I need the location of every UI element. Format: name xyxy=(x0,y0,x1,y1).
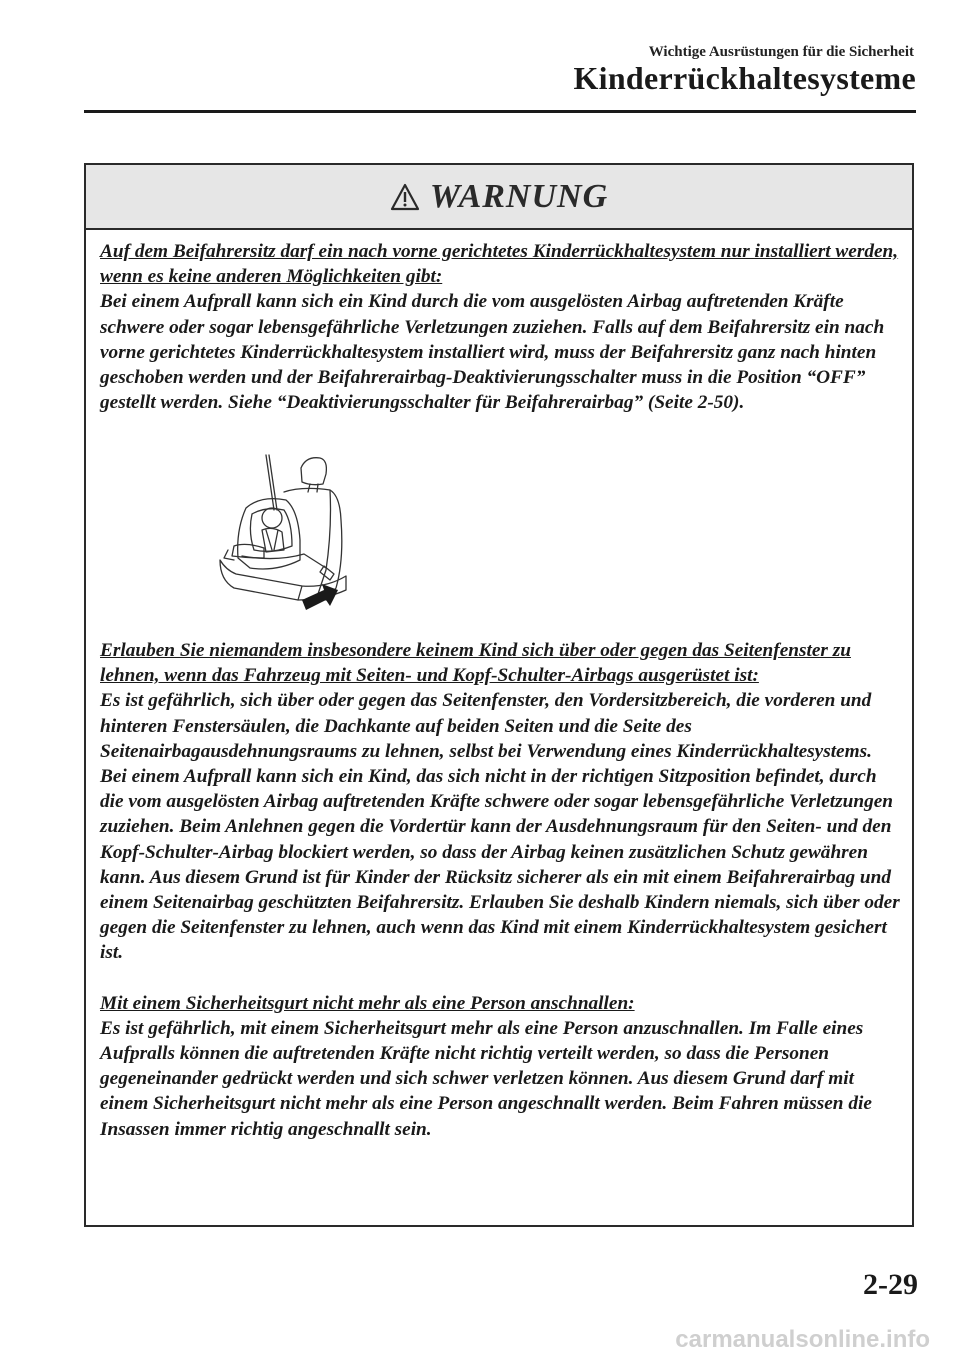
block3-heading: Mit einem Sicherheitsgurt nicht mehr als eine Person anschnallen: xyxy=(100,992,635,1014)
page-title: Kinderrückhaltesysteme xyxy=(573,60,916,96)
page-number: 2-29 xyxy=(863,1268,918,1301)
block3-text: Es ist gefährlich, mit einem Sicherheitsgurt mehr als eine Person anzuschnallen. Im Falle eines Aufpralls können die auftretenden Kräfte nicht richtig verteilt werden, so dass die Personen gegeneinander gedrückt werden und sich schwer verletzen können. Aus diesem Grund darf mit einem Sicherheitsgurt nicht mehr als eine Person angeschnallt werden. Beim Fahren müssen die Insassen immer richtig angeschnallt sein. xyxy=(100,1017,872,1140)
warning-triangle-icon xyxy=(390,183,420,211)
warning-blocks-2-3 xyxy=(100,638,900,1142)
child-seat-illustration xyxy=(206,450,431,625)
warning-title: WARNUNG xyxy=(429,177,609,215)
block1-heading: Auf dem Beifahrersitz darf ein nach vorne gerichtetes Kinderrückhaltesystem nur installiert werden, wenn es keine anderen Möglichkeiten gibt: xyxy=(100,241,899,288)
warning-block-1 xyxy=(100,239,900,415)
block2-heading: Erlauben Sie niemandem insbesondere keinem Kind sich über oder gegen das Seitenfenster zu lehnen, wenn das Fahrzeug mit Seiten- und Kopf-Schulter-Airbags ausgerüstet ist: xyxy=(100,640,851,687)
footer-watermark: carmanualsonline.info xyxy=(675,1326,930,1353)
warning-header xyxy=(86,165,912,230)
block2-text: Es ist gefährlich, sich über oder gegen das Seitenfenster, den Vordersitzbereich, die vorderen und hinteren Fenstersäulen, die Dachkante auf beiden Seiten und die Seite des Seitenairbagausdehnungsraums zu lehnen, selbst bei Verwendung eines Kinderrückhaltesystems. Bei einem Aufprall kann sich ein Kind, das sich nicht in der richtigen Sitzposition befindet, durch die vom ausgelösten Airbag auftretenden Kräfte schwere oder sogar lebensgefährliche Verletzungen zuziehen. Beim Anlehnen gegen die Vordertür kann der Ausdehnungsraum für den Seiten- und den Kopf-Schulter-Airbag blockiert werden, so dass der Airbag keinen zusätzlichen Schutz gewähren kann. Aus diesem Grund ist für Kinder der Rücksitz sicherer als ein mit einem Beifahrerairbag und einem Seitenairbag geschützten Beifahrersitz. Erlauben Sie deshalb Kindern niemals, sich über oder gegen die Seitenfenster zu lehnen, auch wenn das Kind mit einem Kinderrückhaltesystem gesichert ist. xyxy=(100,690,900,964)
header-divider xyxy=(84,110,916,113)
block1-text: Bei einem Aufprall kann sich ein Kind durch die vom ausgelösten Airbag auftretenden Kräfte schwere oder sogar lebensgefährliche Verletzungen zuziehen. Falls auf dem Beifahrersitz ein nach vorne gerichtetes Kinderrückhaltesystem installiert wird, muss der Beifahrersitz ganz nach hinten geschoben werden und der Beifahrerairbag-Deaktivierungsschalter muss in die Position “OFF” gestellt werden. Siehe “Deaktivierungsschalter für Beifahrerairbag” (Seite 2-50). xyxy=(100,291,885,414)
warning-box xyxy=(84,163,914,1227)
section-header: Wichtige Ausrüstungen für die Sicherheit xyxy=(648,44,914,60)
